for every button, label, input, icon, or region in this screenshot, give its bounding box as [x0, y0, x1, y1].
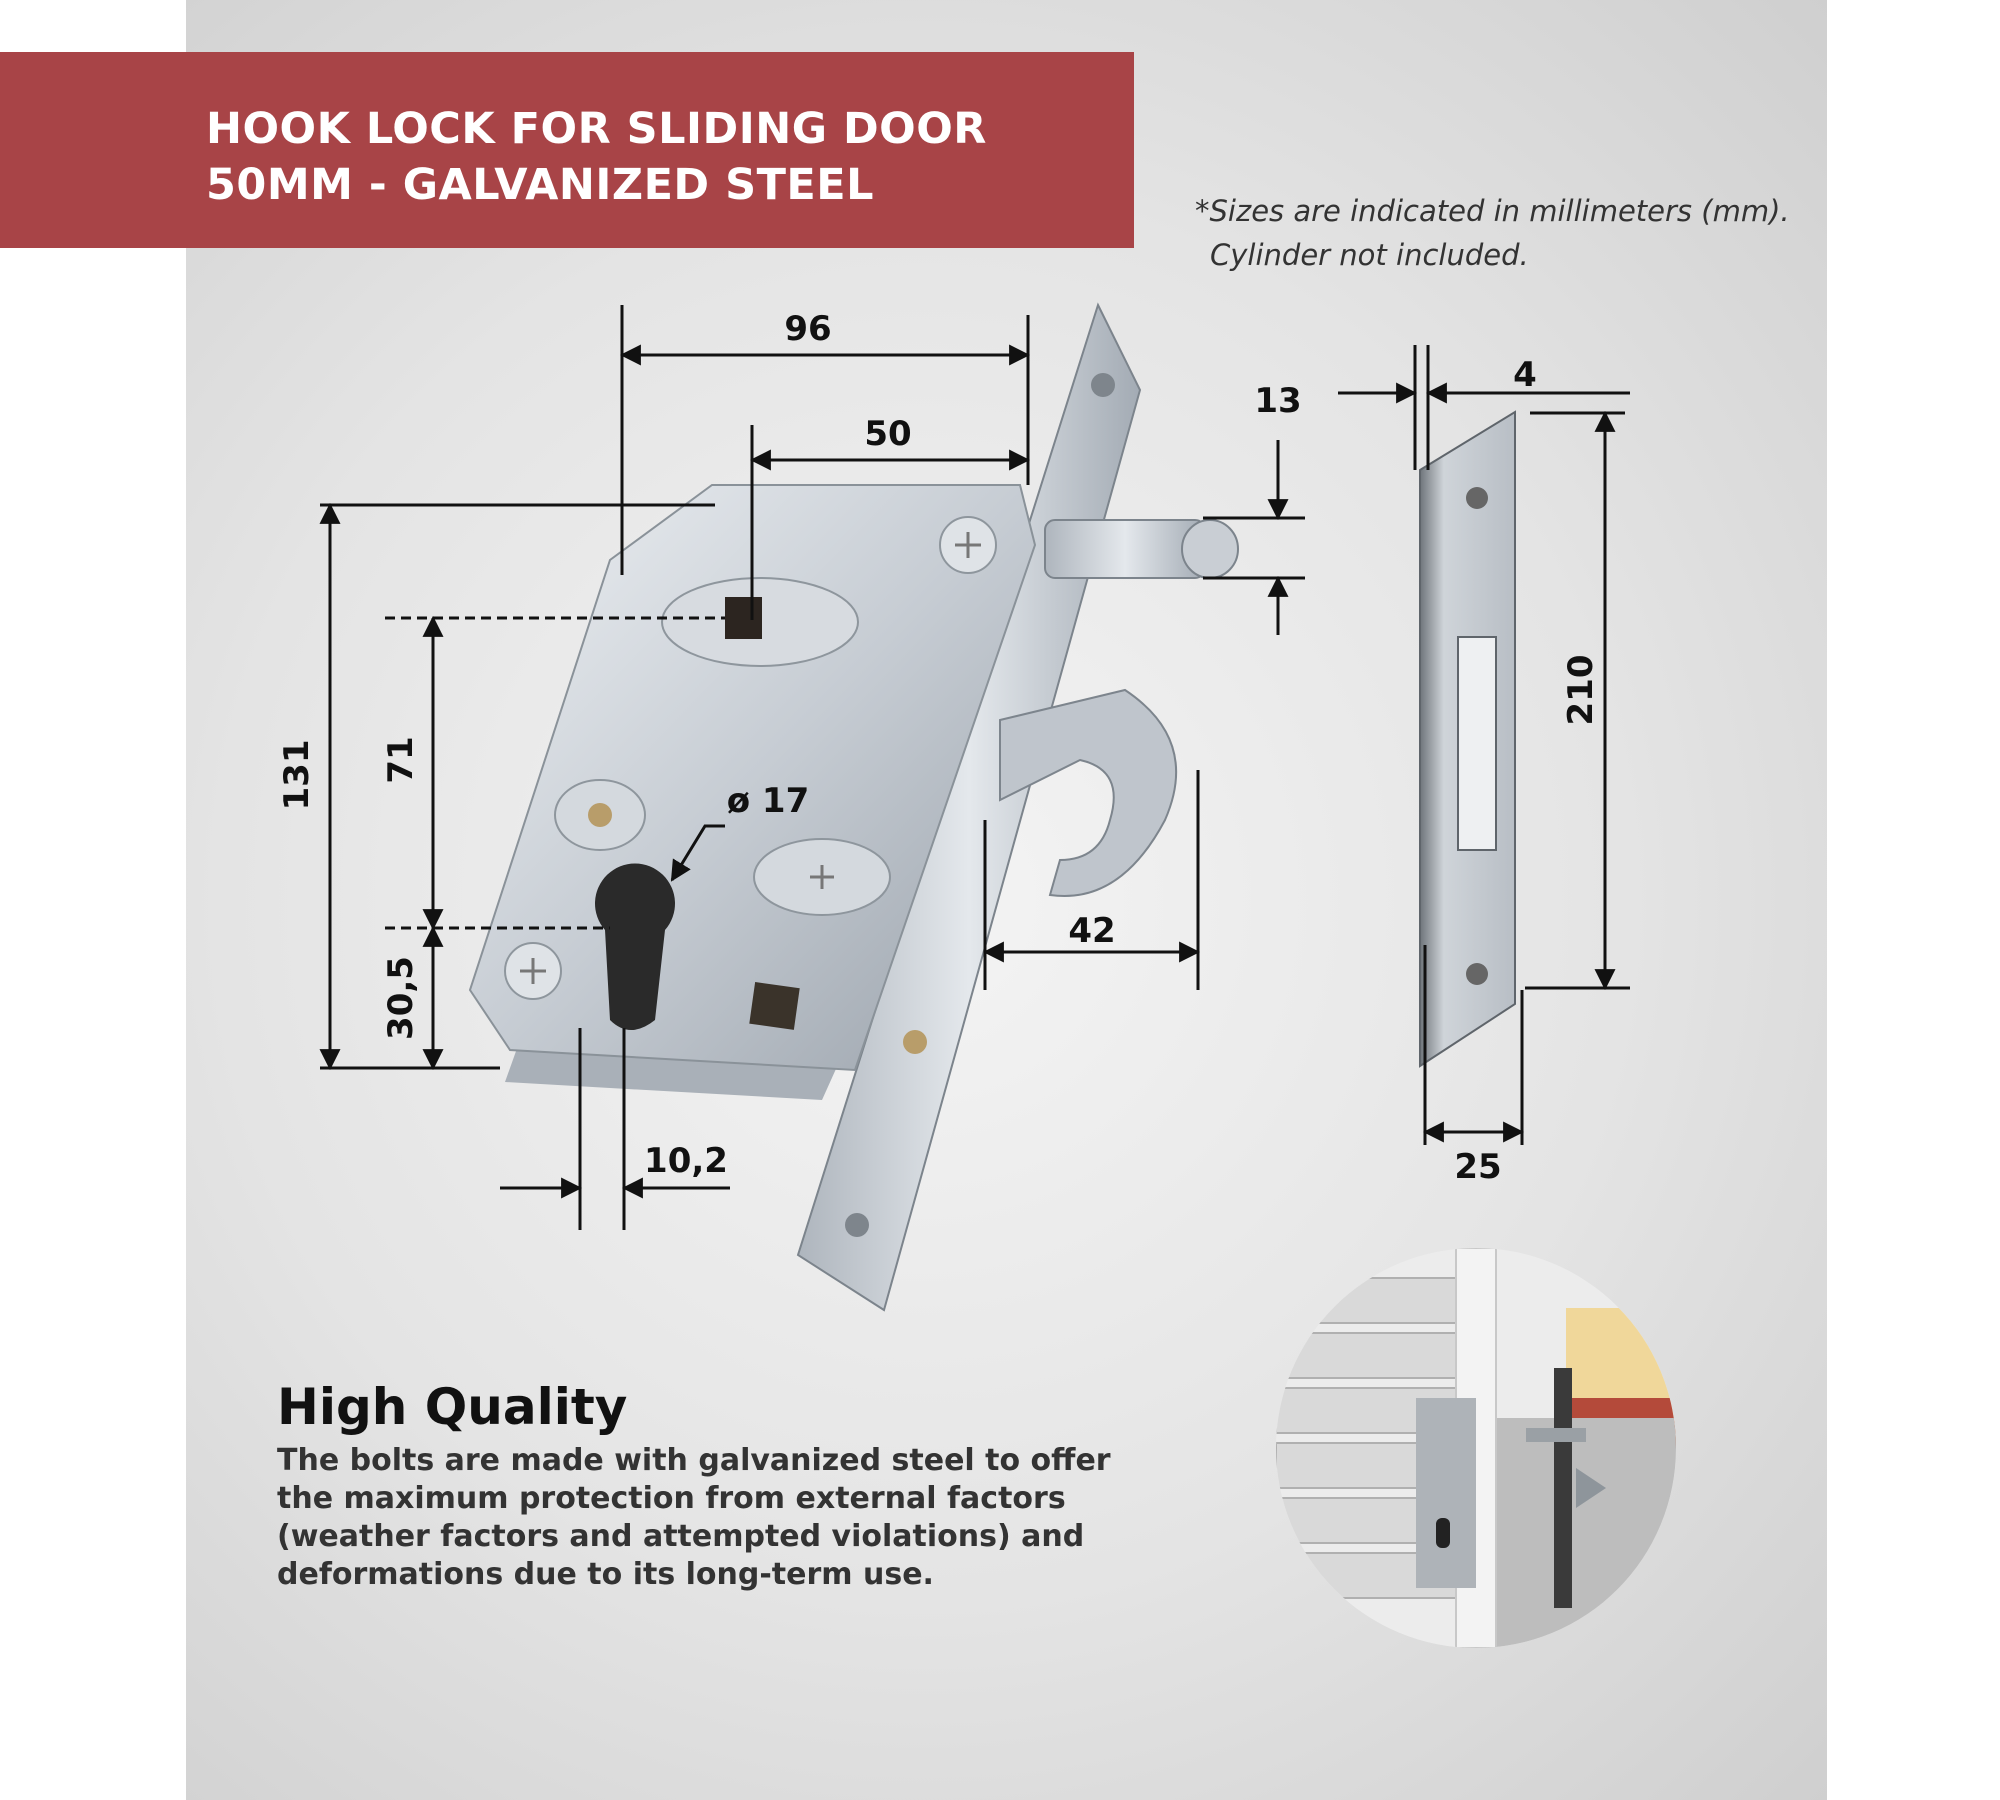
dim-lower-offset: 30,5	[381, 956, 421, 1040]
feature-description: The bolts are made with galvanized steel to offer the maximum protection from external factors (weather factors and attempted violations) and deformations due to its long-term use.	[277, 1443, 1111, 1592]
lock-body	[470, 305, 1238, 1310]
dim-plate-thickness: 4	[1513, 355, 1537, 395]
installation-illustration	[1276, 1248, 1676, 1648]
dim-cylinder-diameter: ø 17	[726, 781, 810, 821]
size-note: *Sizes are indicated in millimeters (mm).	[1195, 194, 1790, 228]
dim-width-total: 96	[784, 309, 832, 349]
title-line-2: 50MM - GALVANIZED STEEL	[206, 160, 875, 210]
cylinder-note: Cylinder not included.	[1210, 238, 1529, 272]
dim-backset: 50	[864, 414, 912, 454]
dim-plate-width: 25	[1454, 1147, 1502, 1187]
dim-bolt-diameter: 13	[1254, 381, 1302, 421]
dim-height-total: 131	[277, 739, 317, 811]
dim-plate-height: 210	[1561, 654, 1601, 726]
title-line-1: HOOK LOCK FOR SLIDING DOOR	[206, 104, 987, 154]
feature-heading: High Quality	[277, 1378, 628, 1436]
square-hole	[749, 982, 799, 1030]
dim-cylinder-width: 10,2	[644, 1141, 728, 1181]
strike-plate	[1420, 412, 1515, 1066]
dim-hook-depth: 42	[1068, 911, 1116, 951]
dim-center-distance: 71	[381, 736, 421, 784]
